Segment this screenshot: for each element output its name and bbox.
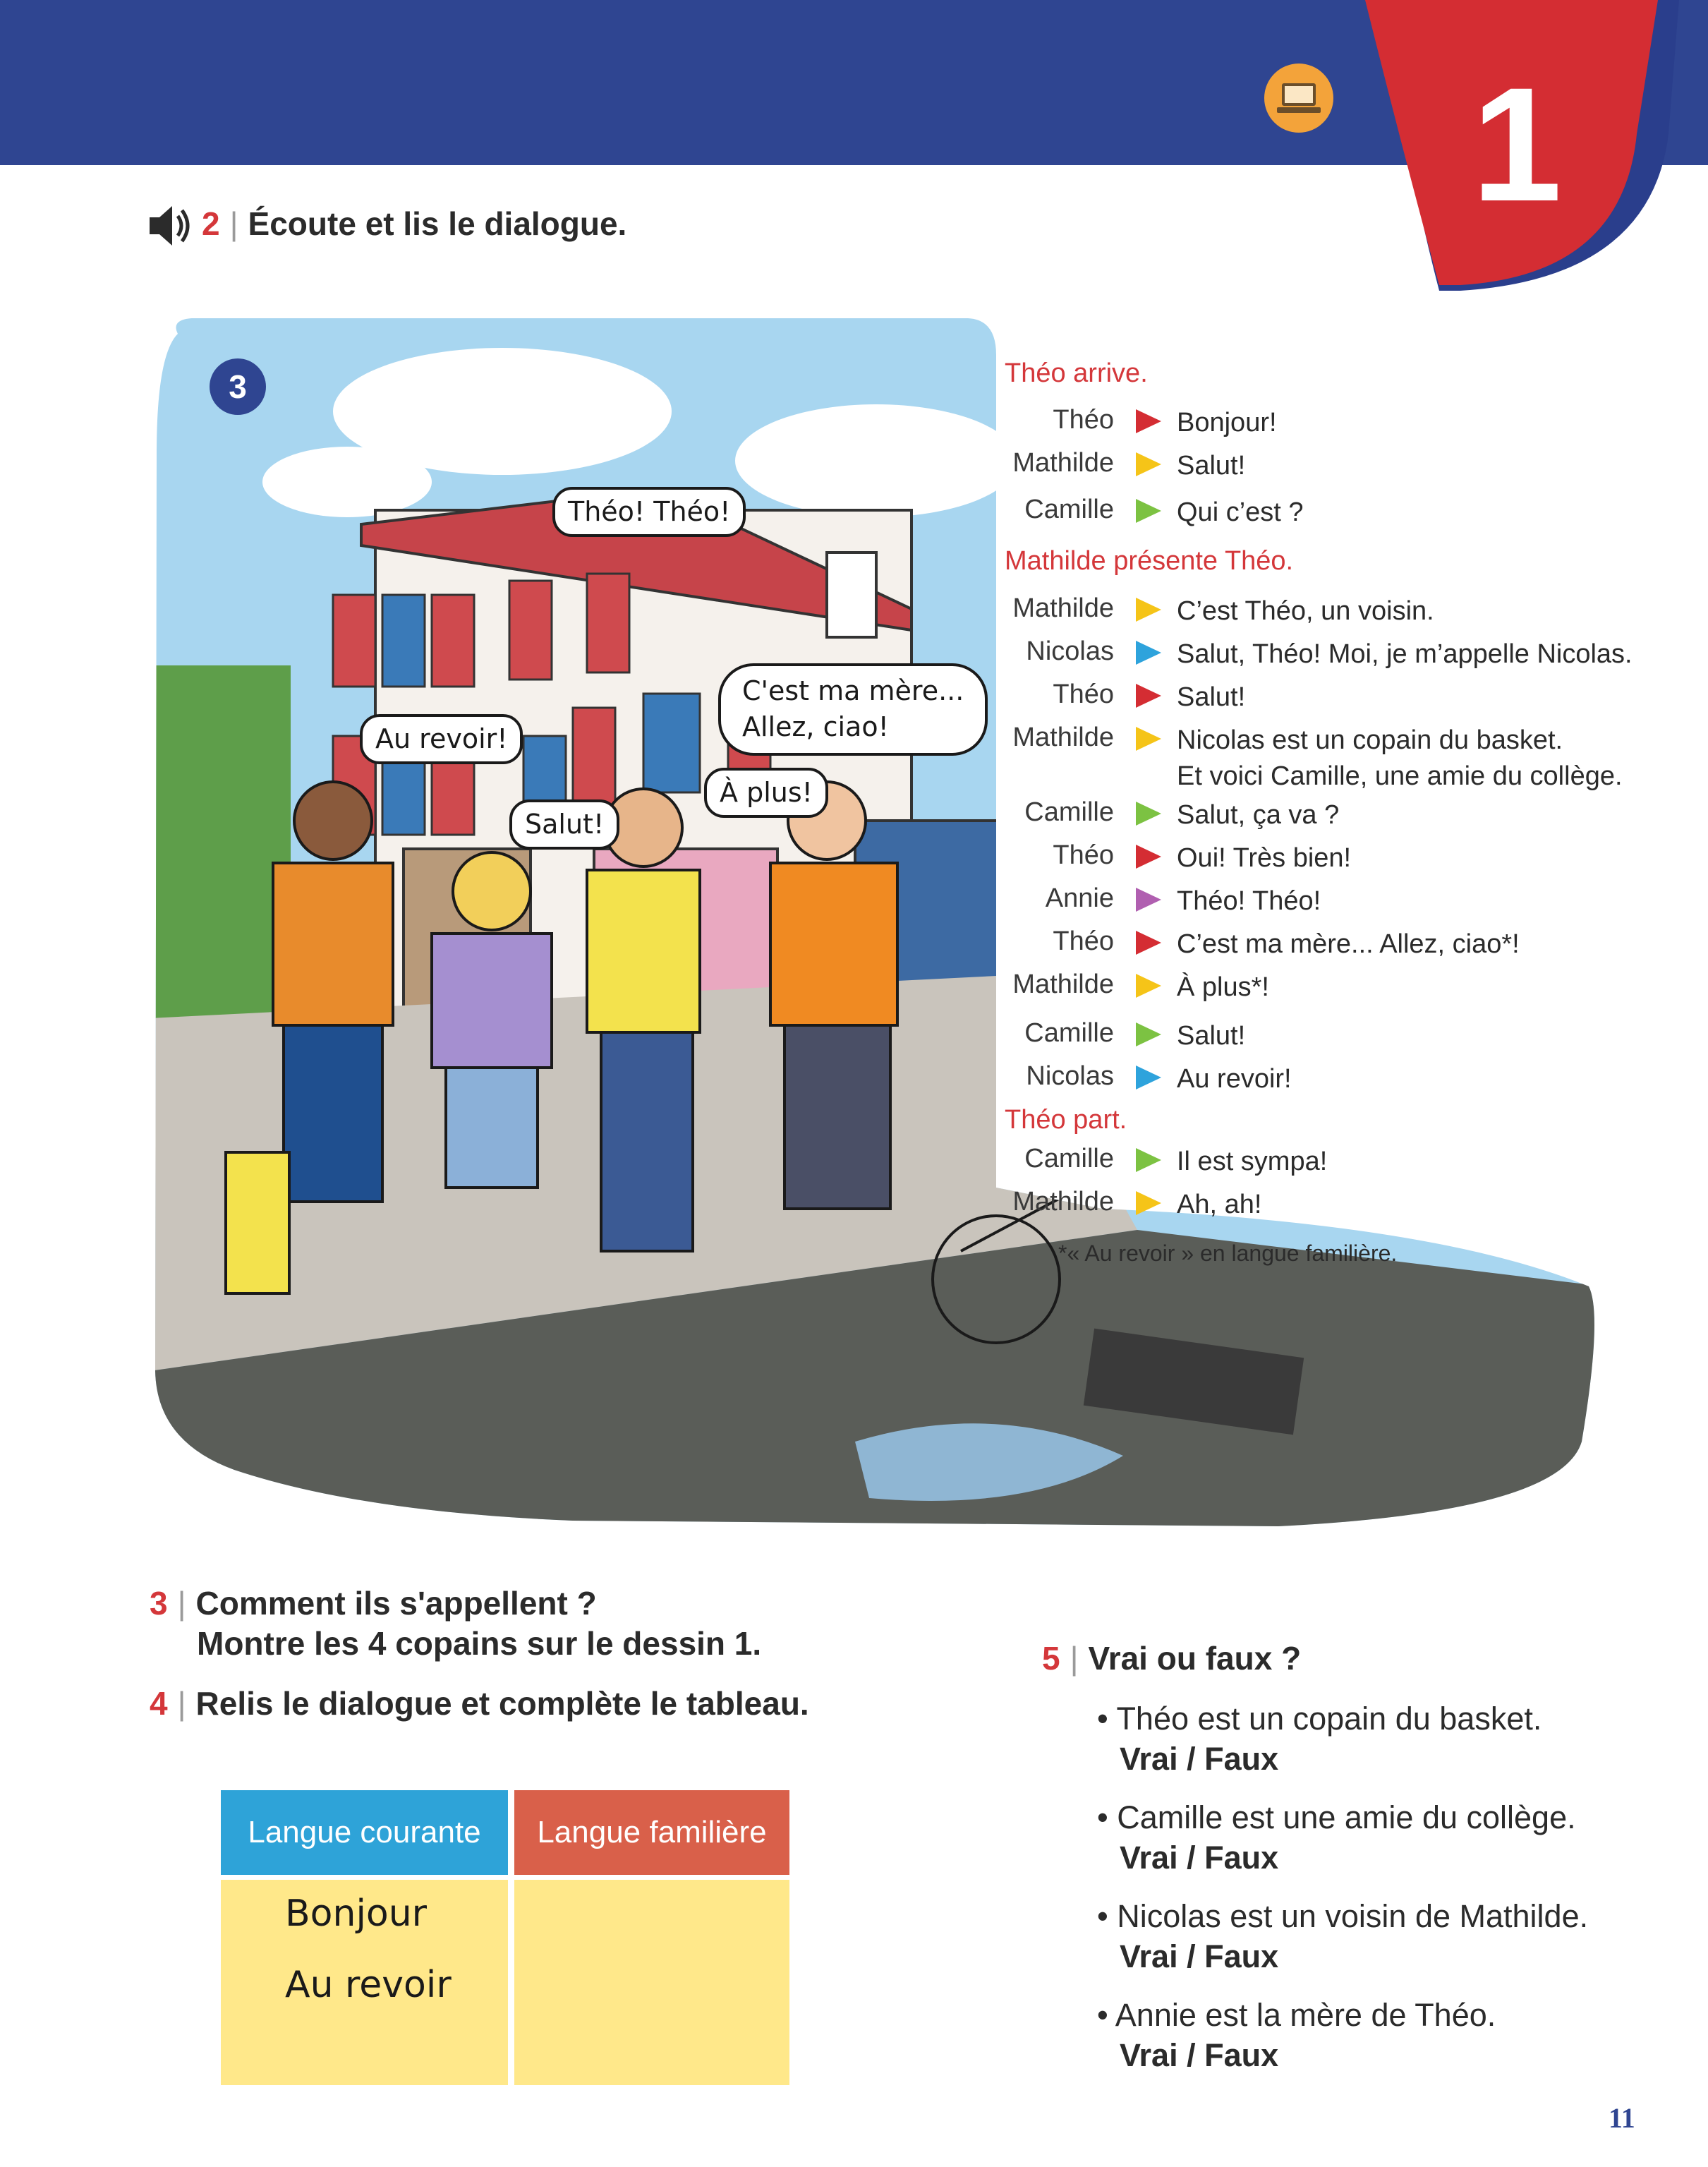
dialogue-line (1005, 723, 1682, 795)
line-text: Salut! (1177, 682, 1246, 712)
line-text: Ah, ah! (1177, 1190, 1262, 1219)
dialogue-line (1005, 636, 1682, 672)
exercise-title: Vrai ou faux ? (1088, 1640, 1302, 1677)
speaker-name: Camille (1024, 495, 1114, 524)
table-value: Au revoir (285, 1964, 452, 2006)
computer-base-shape (1277, 107, 1321, 113)
speaker-name: Théo (1053, 680, 1114, 709)
dialogue-line (1005, 970, 1682, 1006)
true-false-statement: • Nicolas est un voisin de Mathilde. (1097, 1898, 1589, 1934)
picture-number-badge: 3 (210, 358, 266, 415)
exercise-number: 2 (202, 205, 220, 242)
play-triangle-icon[interactable] (1136, 684, 1161, 708)
line-text: Salut, ça va ? (1177, 800, 1340, 830)
line-text (1177, 723, 1623, 795)
table-value: Bonjour (285, 1893, 428, 1935)
exercise-4 (150, 1684, 809, 1722)
line-text: Au revoir! (1177, 1064, 1292, 1094)
computer-screen-shape (1282, 83, 1316, 106)
dialogue-line (1005, 495, 1682, 531)
true-false-statement: • Théo est un copain du basket. (1097, 1701, 1542, 1737)
dialogue-line (1005, 926, 1682, 962)
dialogue-line (1005, 883, 1682, 919)
separator: | (1070, 1640, 1079, 1677)
play-triangle-icon[interactable] (1136, 1191, 1161, 1215)
true-false-answer[interactable]: Vrai / Faux (1120, 2037, 1279, 2073)
play-triangle-icon[interactable] (1136, 1066, 1161, 1089)
speech-bubble-ma-mere (718, 663, 988, 756)
speaker-name: Nicolas (1026, 636, 1114, 666)
line-text-part-2: Et voici Camille, une amie du collège. (1177, 761, 1623, 792)
dialogue-line (1005, 1187, 1682, 1223)
speaker-name: Théo (1053, 405, 1114, 435)
speaker-name: Mathilde (1012, 448, 1114, 478)
exercise-3-line-2: Montre les 4 copains sur le dessin 1. (197, 1625, 762, 1662)
line-text-part-1: Nicolas est un copain du basket. (1177, 725, 1563, 755)
page-number: 11 (1609, 2102, 1635, 2134)
true-false-answer[interactable]: Vrai / Faux (1120, 1741, 1279, 1777)
separator: | (177, 1685, 186, 1722)
line-text: Il est sympa! (1177, 1147, 1328, 1176)
dialogue-line (1005, 1061, 1682, 1097)
play-triangle-icon[interactable] (1136, 641, 1161, 665)
play-triangle-icon[interactable] (1136, 598, 1161, 622)
table-cell-familiere[interactable] (514, 1880, 789, 2085)
speaker-name: Annie (1045, 883, 1114, 913)
speaker-name: Camille (1024, 797, 1114, 827)
speaker-name: Mathilde (1012, 970, 1114, 999)
speaker-name: Mathilde (1012, 593, 1114, 623)
play-triangle-icon[interactable] (1136, 802, 1161, 826)
true-false-answer[interactable]: Vrai / Faux (1120, 1938, 1279, 1974)
exercise-5 (1042, 1639, 1301, 1677)
line-text: Théo! Théo! (1177, 886, 1321, 916)
speech-bubble-au-revoir: Au revoir! (360, 714, 523, 764)
exercise-number: 5 (1042, 1640, 1060, 1677)
play-triangle-icon[interactable] (1136, 845, 1161, 869)
play-triangle-icon[interactable] (1136, 1022, 1161, 1046)
bubble-line-1: C'est ma mère... (742, 675, 964, 706)
table-header-langue-courante: Langue courante (221, 1790, 508, 1875)
speaker-name: Mathilde (1012, 1187, 1114, 1217)
line-text: Bonjour! (1177, 408, 1277, 437)
speech-bubble-salut: Salut! (509, 799, 619, 850)
true-false-answer[interactable]: Vrai / Faux (1120, 1840, 1279, 1876)
dialogue-line (1005, 797, 1682, 833)
dialogue-line (1005, 448, 1682, 484)
computer-icon[interactable] (1264, 64, 1333, 133)
exercise-3 (150, 1584, 597, 1622)
scene-label: Théo part. (1005, 1105, 1127, 1135)
speaker-icon[interactable] (147, 200, 192, 251)
speaker-name: Camille (1024, 1018, 1114, 1048)
play-triangle-icon[interactable] (1136, 727, 1161, 751)
exercise-line-1: Comment ils s'appellent ? (195, 1585, 597, 1622)
dialogue-line (1005, 405, 1682, 441)
dialogue-line (1005, 680, 1682, 716)
play-triangle-icon[interactable] (1136, 1148, 1161, 1172)
exercise-title: Écoute et lis le dialogue. (248, 205, 627, 242)
speaker-name: Nicolas (1026, 1061, 1114, 1091)
line-text: Salut! (1177, 1021, 1246, 1051)
speech-bubble-theo-theo: Théo! Théo! (552, 487, 746, 537)
line-text: Salut, Théo! Moi, je m’appelle Nicolas. (1177, 639, 1633, 669)
exercise-title: Relis le dialogue et complète le tableau. (195, 1685, 809, 1722)
speaker-name: Théo (1053, 840, 1114, 870)
play-triangle-icon[interactable] (1136, 452, 1161, 476)
line-text: Oui! Très bien! (1177, 843, 1352, 873)
true-false-statement: • Annie est la mère de Théo. (1097, 1997, 1496, 2033)
exercise-number: 3 (150, 1585, 168, 1622)
play-triangle-icon[interactable] (1136, 931, 1161, 955)
scene-label: Théo arrive. (1005, 358, 1148, 388)
exercise-2-heading (202, 205, 626, 243)
dialogue-line (1005, 593, 1682, 629)
separator: | (229, 205, 238, 242)
lesson-number: 1 (1472, 54, 1562, 235)
line-text: C’est Théo, un voisin. (1177, 596, 1434, 626)
dialogue-line (1005, 840, 1682, 876)
separator: | (177, 1585, 186, 1622)
play-triangle-icon[interactable] (1136, 499, 1161, 523)
line-text: Qui c’est ? (1177, 497, 1304, 527)
play-triangle-icon[interactable] (1136, 974, 1161, 998)
footnote: *« Au revoir » en langue familière. (1058, 1241, 1398, 1266)
line-text: À plus*! (1177, 972, 1269, 1002)
bubble-line-2: Allez, ciao! (742, 711, 889, 743)
speaker-name: Théo (1053, 926, 1114, 956)
dialogue-line (1005, 1144, 1682, 1180)
table-header-langue-familiere: Langue familière (514, 1790, 789, 1875)
speaker-name: Mathilde (1012, 723, 1114, 752)
scene-label: Mathilde présente Théo. (1005, 546, 1294, 576)
play-triangle-icon[interactable] (1136, 409, 1161, 433)
speech-bubble-a-plus: À plus! (704, 768, 828, 818)
line-text: C’est ma mère... Allez, ciao*! (1177, 929, 1520, 959)
line-text: Salut! (1177, 451, 1246, 481)
exercise-number: 4 (150, 1685, 168, 1722)
play-triangle-icon[interactable] (1136, 888, 1161, 912)
dialogue-line (1005, 1018, 1682, 1054)
speaker-name: Camille (1024, 1144, 1114, 1173)
true-false-statement: • Camille est une amie du collège. (1097, 1799, 1576, 1835)
